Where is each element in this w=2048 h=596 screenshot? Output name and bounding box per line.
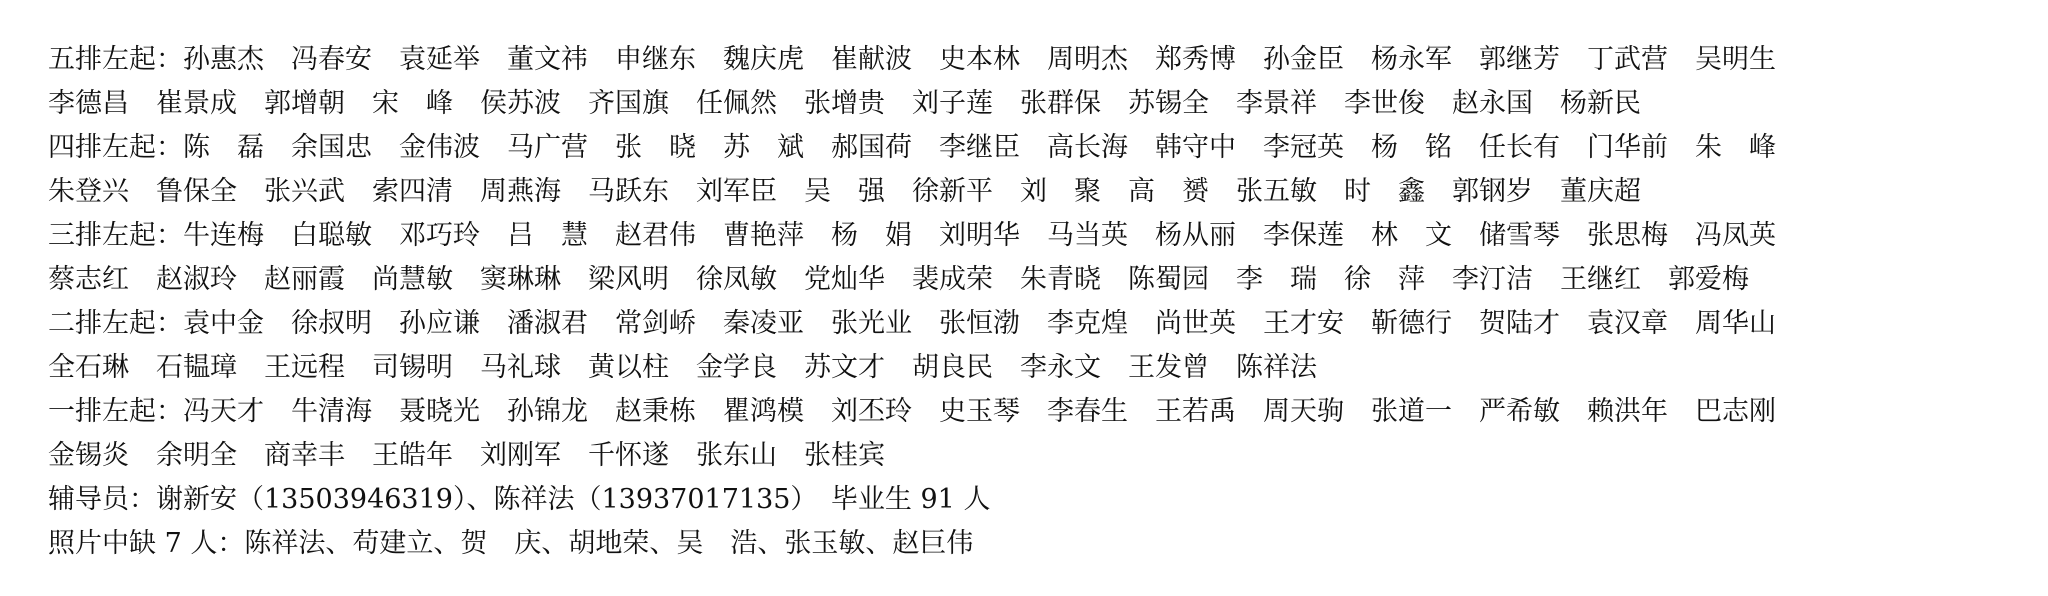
row-one-line-2: 金锡炎 余明全 商幸丰 王皓年 刘刚军 千怀遂 张东山 张桂宾: [48, 440, 885, 471]
row-three-line-2: 蔡志红 赵淑玲 赵丽霞 尚慧敏 窦琳琳 梁风明 徐凤敏 党灿华 裴成荣 朱青晓 陈蜀园 李 瑞 徐 萍 李汀洁 王继红 郭爱梅: [48, 264, 1749, 295]
row-five-line-1: 五排左起：孙惠杰 冯春安 袁延举 董文祎 申继东 魏庆虎 崔献波 史本林 周明杰 郑秀博 孙金臣 杨永军 郭继芳 丁武营 吴明生: [48, 44, 1776, 75]
row-two-line-2: 全石琳 石韫璋 王远程 司锡明 马礼球 黄以柱 金学良 苏文才 胡良民 李永文 王发曾 陈祥法: [48, 352, 1317, 383]
counselor-line: 辅导员：谢新安（13503946319）、陈祥法（13937017135） 毕业生 91 人: [48, 484, 991, 515]
row-four-line-1: 四排左起：陈 磊 余国忠 金伟波 马广营 张 晓 苏 斌 郝国荷 李继臣 高长海 韩守中 李冠英 杨 铭 任长有 门华前 朱 峰: [48, 132, 1776, 163]
row-five-line-2: 李德昌 崔景成 郭增朝 宋 峰 侯苏波 齐国旗 任佩然 张增贵 刘子莲 张群保 苏锡全 李景祥 李世俊 赵永国 杨新民: [48, 88, 1641, 119]
row-three-line-1: 三排左起：牛连梅 白聪敏 邓巧玲 吕 慧 赵君伟 曹艳萍 杨 娟 刘明华 马当英 杨从丽 李保莲 林 文 储雪琴 张思梅 冯凤英: [48, 220, 1776, 251]
row-four-line-2: 朱登兴 鲁保全 张兴武 索四清 周燕海 马跃东 刘军臣 吴 强 徐新平 刘 聚 高 赟 张五敏 时 鑫 郭钢岁 董庆超: [48, 176, 1641, 207]
row-one-line-1: 一排左起：冯天才 牛清海 聂晓光 孙锦龙 赵秉栋 瞿鸿模 刘丕玲 史玉琴 李春生 王若禹 周天驹 张道一 严希敏 赖洪年 巴志刚: [48, 396, 1776, 427]
missing-from-photo-line: 照片中缺 7 人：陈祥法、苟建立、贺 庆、胡地荣、吴 浩、张玉敏、赵巨伟: [48, 528, 974, 559]
photo-caption-document: [48, 38, 2028, 566]
row-two-line-1: 二排左起：袁中金 徐叔明 孙应谦 潘淑君 常剑峤 秦凌亚 张光业 张恒渤 李克煌 尚世英 王才安 靳德行 贺陆才 袁汉章 周华山: [48, 308, 1776, 339]
